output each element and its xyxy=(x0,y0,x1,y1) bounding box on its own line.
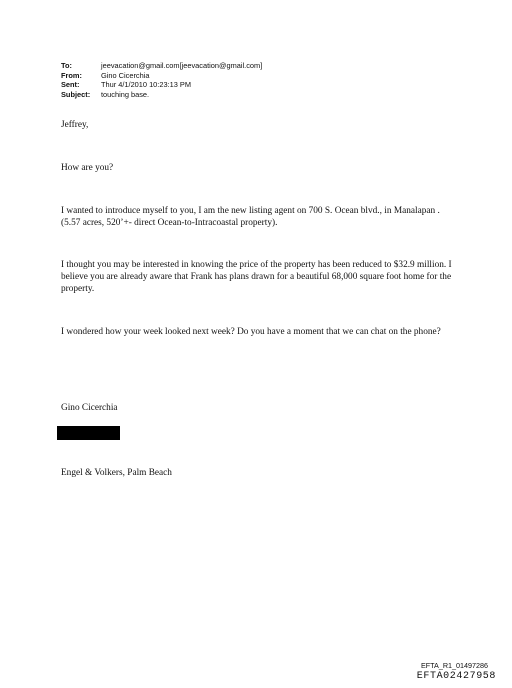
header-from-row xyxy=(61,71,262,81)
body-paragraph-price: I thought you may be interested in knowing the price of the property has been reduced to $32.9 million. I believe you are already aware that Frank has plans drawn for a beautiful 68,000 square foot home for the property. xyxy=(61,260,452,294)
greeting: Jeffrey, xyxy=(61,120,89,130)
subject-value: touching base. xyxy=(101,89,150,99)
header-sent-row xyxy=(61,80,262,90)
body-paragraph-introduction: I wanted to introduce myself to you, I am the new listing agent on 700 S. Ocean blvd., in Manalapan . (5.57 acres, 520’+- direct Ocean-to-Intracoastal property). xyxy=(61,206,440,228)
to-label: To: xyxy=(61,61,72,70)
body-paragraph-meeting: I wondered how your week looked next week? Do you have a moment that we can chat on the phone? xyxy=(61,327,441,337)
from-value: Gino Cicerchia xyxy=(101,70,150,80)
footer-code-large: EFTA02427958 xyxy=(416,671,496,682)
from-label: From: xyxy=(61,70,82,80)
header-subject-row xyxy=(61,90,262,100)
to-value: jeevacation@gmail.com[jeevacation@gmail.com] xyxy=(101,61,263,70)
body-line-how-are-you: How are you? xyxy=(61,163,114,173)
footer-code-small: EFTA_R1_01497286 xyxy=(421,661,488,670)
signature-company: Engel & Volkers, Palm Beach xyxy=(61,468,172,478)
sent-value: Thur 4/1/2010 10:23:13 PM xyxy=(101,80,191,90)
header-to-row xyxy=(61,61,262,71)
sent-label: Sent: xyxy=(61,80,80,90)
subject-label: Subject: xyxy=(61,89,91,99)
email-header xyxy=(61,61,262,99)
signature-name: Gino Cicerchia xyxy=(61,403,118,413)
redaction-bar xyxy=(57,426,120,440)
